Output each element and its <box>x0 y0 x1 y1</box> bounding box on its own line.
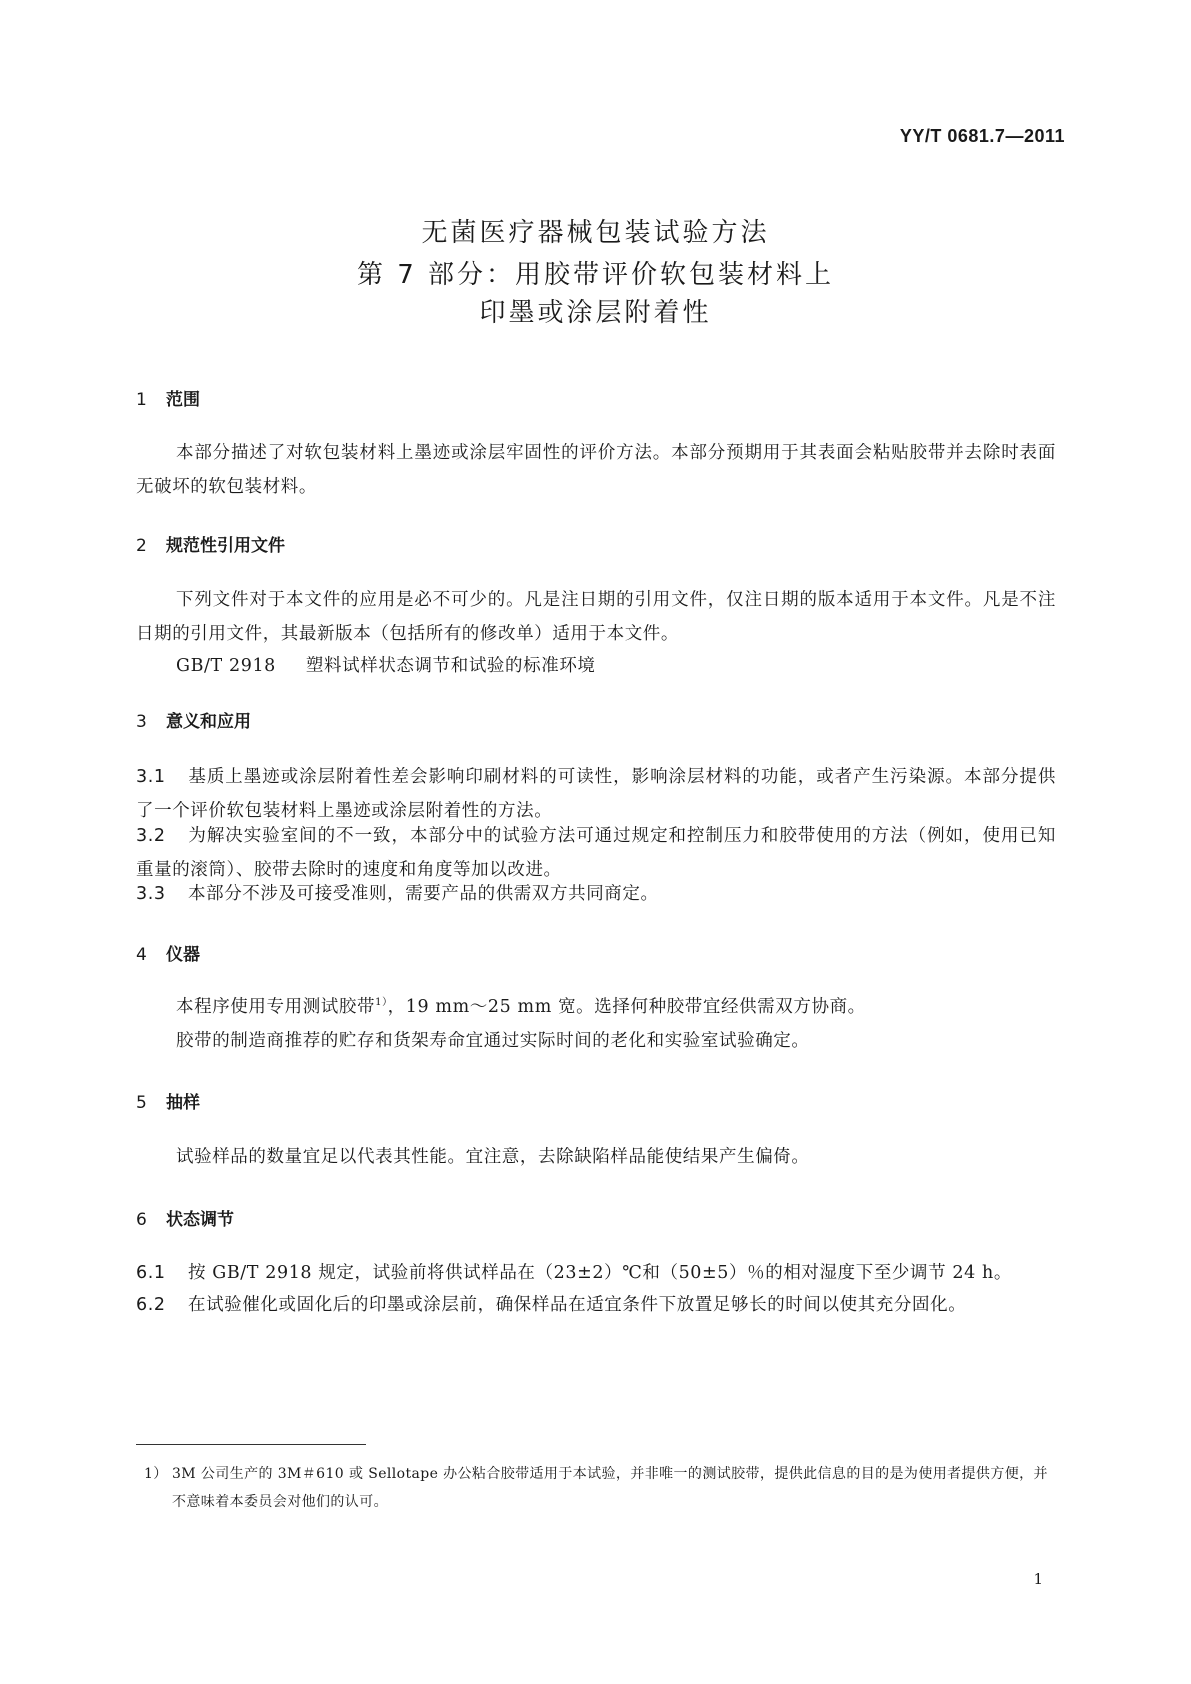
section-3-heading <box>136 707 251 732</box>
section-number: 6 <box>136 1210 147 1230</box>
clause-text: 基质上墨迹或涂层附着性差会影响印刷材料的可读性，影响涂层材料的功能，或者产生污染源。本部分提供了一个评价软包装材料上墨迹或涂层附着性的方法。 <box>136 767 1056 821</box>
footnote-separator <box>136 1444 366 1445</box>
page-number: 1 <box>1033 1570 1043 1588</box>
section-1-heading <box>136 385 200 410</box>
section-title: 规范性引用文件 <box>166 536 285 556</box>
section-4-heading <box>136 940 200 965</box>
section-title: 状态调节 <box>166 1210 234 1230</box>
section-2-paragraph: 下列文件对于本文件的应用是必不可少的。凡是注日期的引用文件，仅注日期的版本适用于本文件。凡是不注日期的引用文件，其最新版本（包括所有的修改单）适用于本文件。 <box>136 590 1056 644</box>
section-6-heading <box>136 1205 234 1230</box>
footnote <box>144 1460 1052 1516</box>
clause-number: 3.3 <box>136 884 166 904</box>
paragraph-text: ，19 mm～25 mm 宽。选择何种胶带宜经供需双方协商。 <box>387 997 866 1017</box>
reference-code: GB/T 2918 <box>176 656 276 676</box>
title-line-2: 第 7 部分：用胶带评价软包装材料上 <box>356 260 835 290</box>
section-title: 抽样 <box>166 1093 200 1113</box>
section-title: 意义和应用 <box>166 712 251 732</box>
clause-3-3 <box>136 877 1056 911</box>
section-number: 1 <box>136 390 147 410</box>
clause-6-2 <box>136 1288 1056 1322</box>
section-5-paragraph: 试验样品的数量宜足以代表其性能。宜注意，去除缺陷样品能使结果产生偏倚。 <box>176 1147 810 1167</box>
section-number: 4 <box>136 945 147 965</box>
title-line-3: 印墨或涂层附着性 <box>479 298 712 328</box>
clause-text: 在试验催化或固化后的印墨或涂层前，确保样品在适宜条件下放置足够长的时间以使其充分固化。 <box>188 1295 967 1315</box>
section-5-heading <box>136 1088 200 1113</box>
reference-title: 塑料试样状态调节和试验的标准环境 <box>305 656 596 676</box>
section-1-paragraph: 本部分描述了对软包装材料上墨迹或涂层牢固性的评价方法。本部分预期用于其表面会粘贴胶带并去除时表面无破坏的软包装材料。 <box>136 443 1056 497</box>
paragraph-text: 本程序使用专用测试胶带 <box>176 997 376 1017</box>
clause-text: 本部分不涉及可接受准则，需要产品的供需双方共同商定。 <box>188 884 659 904</box>
section-4-paragraph-2: 胶带的制造商推荐的贮存和货架寿命宜通过实际时间的老化和实验室试验确定。 <box>176 1031 810 1051</box>
footnote-text: 3M 公司生产的 3M＃610 或 Sellotape 办公粘合胶带适用于本试验，并非唯一的测试胶带，提供此信息的目的是为使用者提供方便，并不意味着本委员会对他们的认可。 <box>172 1466 1048 1510</box>
section-title: 范围 <box>166 390 200 410</box>
clause-number: 3.1 <box>136 767 166 787</box>
clause-number: 3.2 <box>136 826 166 846</box>
section-number: 3 <box>136 712 147 732</box>
section-4-paragraph-1 <box>176 993 866 1018</box>
normative-reference <box>176 652 596 677</box>
clause-text: 为解决实验室间的不一致，本部分中的试验方法可通过规定和控制压力和胶带使用的方法（例如，使用已知重量的滚筒）、胶带去除时的速度和角度等加以改进。 <box>136 826 1056 880</box>
section-title: 仪器 <box>166 945 200 965</box>
footnote-reference: 1） <box>375 997 388 1009</box>
standard-number: YY/T 0681.7—2011 <box>899 126 1065 146</box>
clause-text: 按 GB/T 2918 规定，试验前将供试样品在（23±2）℃和（50±5）％的相对湿度下至少调节 24 h。 <box>188 1263 1013 1283</box>
clause-6-1 <box>136 1256 1056 1290</box>
footnote-mark: 1） <box>144 1466 168 1482</box>
clause-number: 6.1 <box>136 1263 166 1283</box>
title-line-1: 无菌医疗器械包装试验方法 <box>421 218 770 248</box>
clause-3-1 <box>136 760 1056 828</box>
section-2-heading <box>136 531 285 556</box>
clause-number: 6.2 <box>136 1295 166 1315</box>
section-number: 2 <box>136 536 147 556</box>
section-number: 5 <box>136 1093 147 1113</box>
